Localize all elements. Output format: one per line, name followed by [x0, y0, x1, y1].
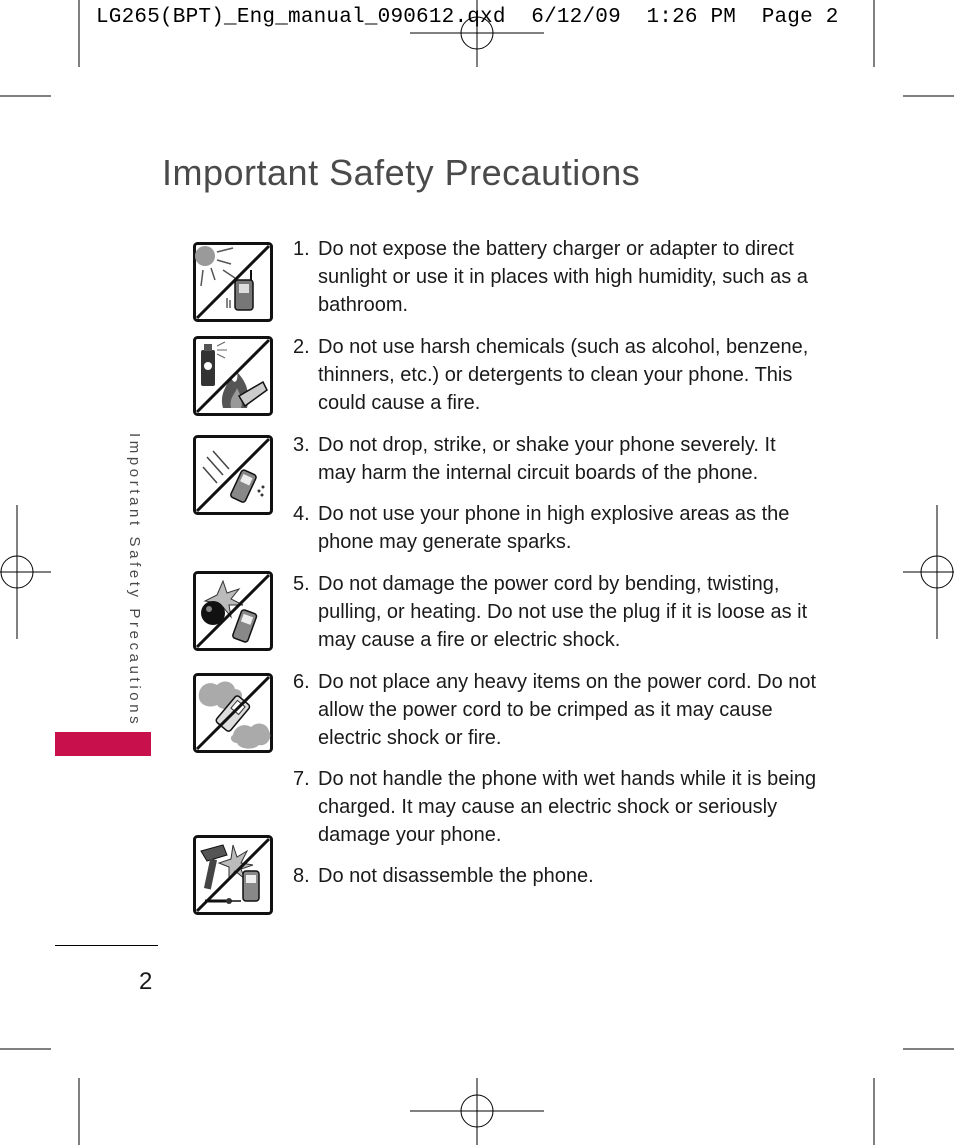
chemical-fire-icon: [193, 336, 273, 416]
page-title: Important Safety Precautions: [162, 152, 641, 193]
item-number: 7.: [293, 768, 310, 790]
side-section-label: Important Safety Precautions: [126, 433, 143, 728]
item-number: 5.: [293, 573, 310, 595]
precaution-item-2: [293, 333, 818, 417]
registration-mark-right: [903, 505, 954, 639]
item-number: 8.: [293, 865, 310, 887]
registration-mark-bottom: [410, 1078, 544, 1145]
item-text: Do not use harsh chemicals (such as alcohol, benzene, thinners, etc.) or detergents to clean your phone. This could cause a fire.: [318, 336, 809, 414]
item-number: 3.: [293, 434, 310, 456]
precaution-item-7: [293, 765, 818, 849]
sun-humidity-icon: [193, 242, 273, 322]
registration-mark-top: [410, 0, 544, 67]
precaution-item-4: [293, 500, 818, 556]
folio-rule: [55, 945, 158, 946]
item-number: 4.: [293, 503, 310, 525]
heavy-item-icon: [193, 673, 273, 753]
item-text: Do not place any heavy items on the power cord. Do not allow the power cord to be crimped as it may cause electric shock or fire.: [318, 671, 817, 749]
item-text: Do not use your phone in high explosive areas as the phone may generate sparks.: [318, 503, 790, 553]
item-number: 2.: [293, 336, 310, 358]
disassemble-icon: [193, 835, 273, 915]
precaution-item-6: [293, 668, 818, 752]
item-number: 6.: [293, 671, 310, 693]
item-text: Do not damage the power cord by bending, twisting, pulling, or heating. Do not use the plug if it is loose as it may cause a fire or electric shock.: [318, 573, 808, 651]
explosive-icon: [193, 571, 273, 651]
item-number: 1.: [293, 238, 310, 260]
item-text: Do not drop, strike, or shake your phone severely. It may harm the internal circuit boards of the phone.: [318, 434, 776, 484]
precaution-item-3: [293, 431, 818, 487]
item-text: Do not disassemble the phone.: [318, 865, 594, 887]
precaution-item-5: [293, 570, 818, 654]
section-tab: [55, 732, 151, 756]
precaution-item-8: [293, 862, 818, 890]
item-text: Do not expose the battery charger or adapter to direct sunlight or use it in places with high humidity, such as a bathroom.: [318, 238, 808, 316]
registration-mark-left: [0, 505, 51, 639]
item-text: Do not handle the phone with wet hands while it is being charged. It may cause an electric shock or seriously damage your phone.: [318, 768, 817, 846]
drop-phone-icon: [193, 435, 273, 515]
precaution-item-1: [293, 235, 818, 319]
page-number: 2: [139, 968, 153, 995]
printer-slug-line: LG265(BPT)_Eng_manual_090612.qxd 6/12/09 1:26 PM Page 2: [96, 6, 839, 29]
